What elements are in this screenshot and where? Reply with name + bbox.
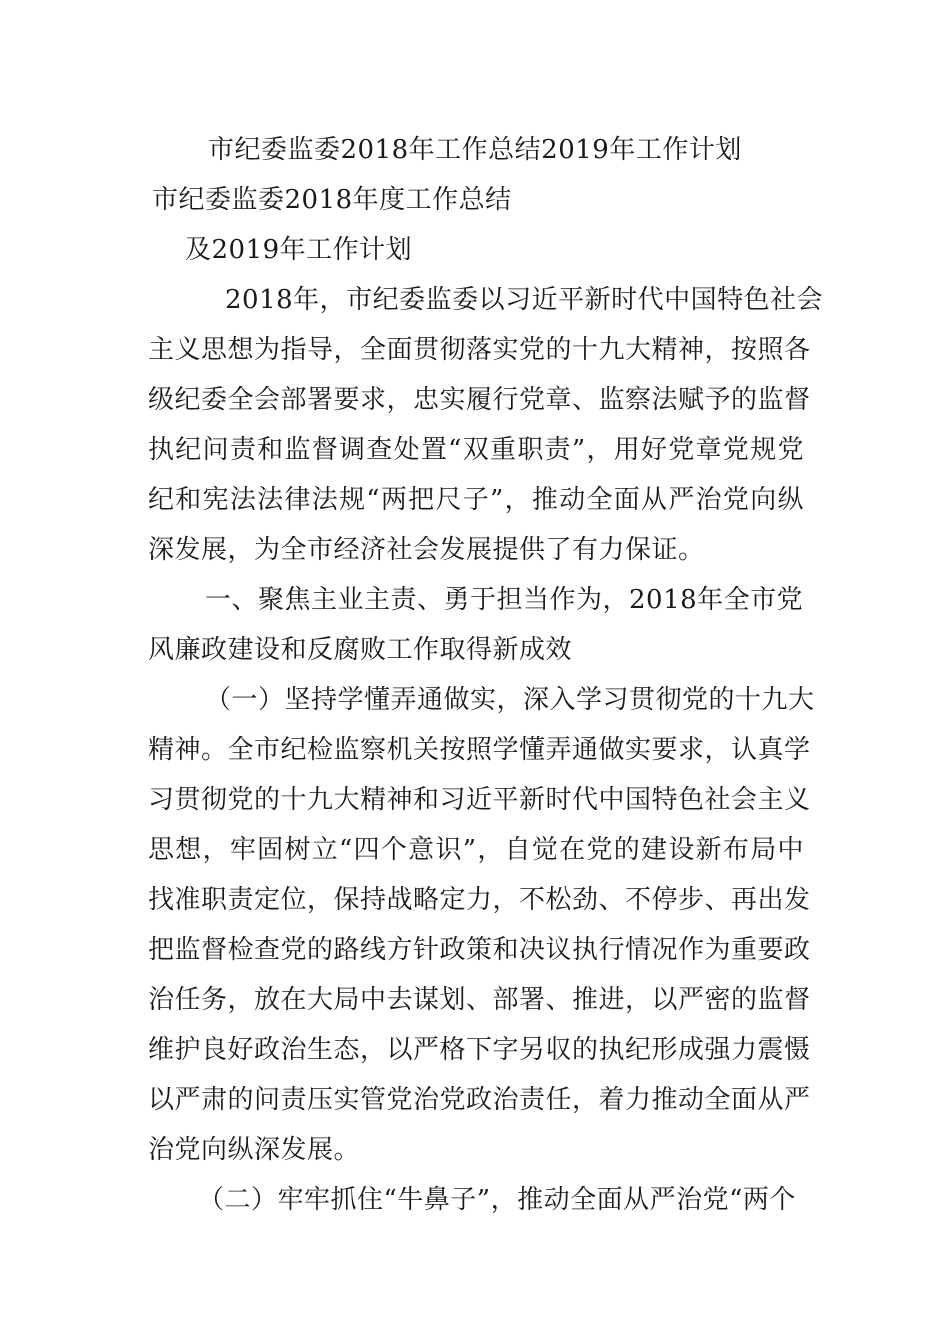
- document-title: 市纪委监委2018年工作总结2019年工作计划: [208, 135, 742, 165]
- body-line: 精神。全市纪检监察机关按照学懂弄通做实要求，认真学: [148, 735, 811, 765]
- body-line: 以严肃的问责压实管党治党政治责任，着力推动全面从严: [148, 1085, 811, 1115]
- body-line: 治任务，放在大局中去谋划、部署、推进，以严密的监督: [148, 985, 811, 1015]
- subsection-heading: （一）坚持学懂弄通做实，深入学习贯彻党的十九大: [205, 685, 815, 715]
- document-subtitle-line-1: 市纪委监委2018年度工作总结: [152, 185, 512, 215]
- body-line: 找准职责定位，保持战略定力，不松劲、不停步、再出发: [148, 885, 811, 915]
- body-line: 主义思想为指导，全面贯彻落实党的十九大精神，按照各: [148, 335, 811, 365]
- document-subtitle-line-2: 及2019年工作计划: [185, 235, 413, 265]
- body-line: 2018年，市纪委监委以习近平新时代中国特色社会: [225, 285, 824, 315]
- subsection-heading: （二）牢牢抓住“牛鼻子”，推动全面从严治党“两个: [198, 1185, 796, 1215]
- body-line: 级纪委全会部署要求，忠实履行党章、监察法赋予的监督: [148, 385, 811, 415]
- body-line: 习贯彻党的十九大精神和习近平新时代中国特色社会主义: [148, 785, 811, 815]
- body-line: 执纪问责和监督调查处置“双重职责”，用好党章党规党: [148, 435, 804, 465]
- body-line: 维护良好政治生态，以严格下字另収的执纪形成强力震慑: [148, 1035, 811, 1065]
- body-line: 思想，牢固树立“四个意识”，自觉在党的建设新布局中: [148, 835, 804, 865]
- body-line: 深发展，为全市经济社会发展提供了有力保证。: [148, 535, 705, 565]
- body-line: 纪和宪法法律法规“两把尺子”，推动全面从严治党向纵: [148, 485, 804, 515]
- section-heading-continued: 风廉政建设和反腐败工作取得新成效: [148, 635, 573, 665]
- section-heading: 一、聚焦主业主责、勇于担当作为，2018年全市党: [205, 585, 804, 615]
- body-line: 把监督检查党的路线方针政策和决议执行情况作为重要政: [148, 935, 811, 965]
- body-line: 治党向纵深发展。: [148, 1135, 361, 1165]
